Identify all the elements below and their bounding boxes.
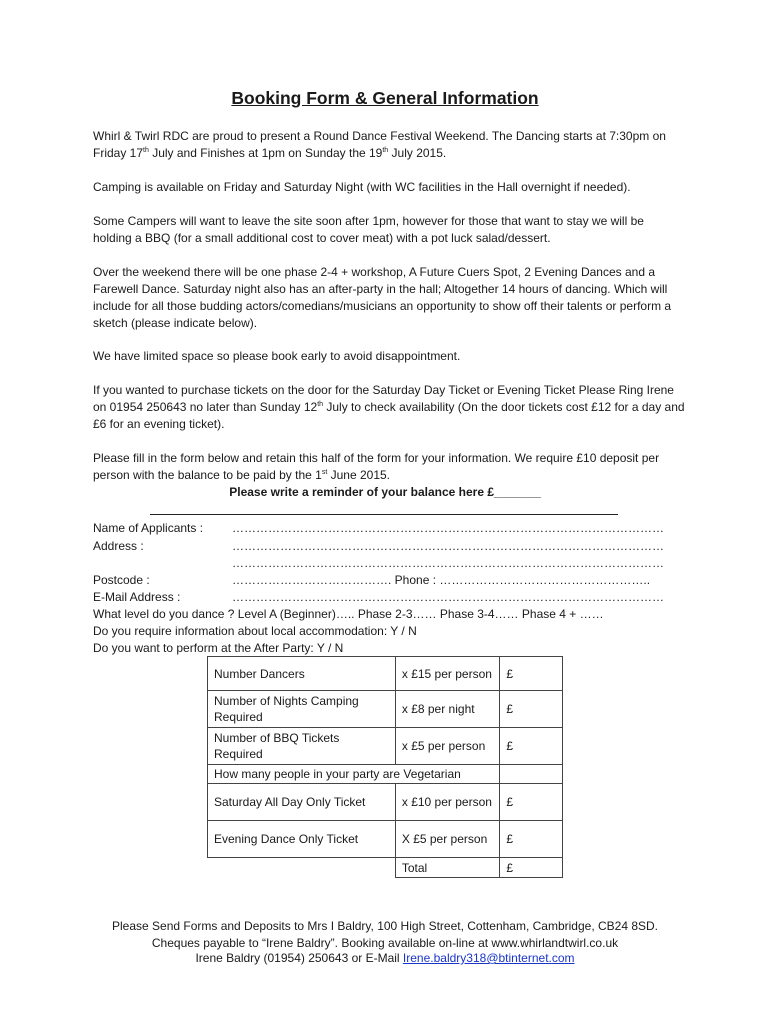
empty-cell	[208, 858, 396, 878]
divider-line	[150, 514, 618, 515]
applicants-input-line[interactable]: ………………………………………………………………………………………………	[232, 521, 664, 535]
footer-cheques: Cheques payable to “Irene Baldry”. Booking available on-line at www.whirlandtwirl.co.uk	[151, 936, 619, 950]
row-rate: X £5 per person	[395, 821, 500, 858]
row-amount[interactable]: £	[500, 691, 563, 728]
table-row	[208, 765, 563, 784]
footer-contact	[0, 950, 770, 967]
row-rate: x £10 per person	[395, 784, 500, 821]
intro-paragraph-1	[93, 128, 685, 162]
row-label: Number Dancers	[208, 657, 396, 691]
row-rate: x £5 per person	[395, 728, 500, 765]
applicants-label: Name of Applicants :	[93, 521, 204, 535]
row-label: Evening Dance Only Ticket	[208, 821, 396, 858]
table-row	[208, 728, 563, 765]
row-amount[interactable]: £	[500, 784, 563, 821]
superscript: th	[317, 401, 324, 408]
address-input-line[interactable]: ………………………………………………………………………………………………	[232, 539, 664, 553]
table-row-total	[208, 858, 563, 878]
deposit-text: June 2015.	[327, 468, 390, 482]
postcode-phone-input-line[interactable]: …………………………………. Phone : ……………………………………………..	[232, 573, 651, 587]
row-amount[interactable]	[500, 765, 563, 784]
address-label: Address :	[93, 539, 144, 553]
page-title: Booking Form & General Information	[231, 88, 539, 108]
postcode-label: Postcode :	[93, 573, 150, 587]
superscript: th	[382, 147, 389, 154]
table-row	[208, 784, 563, 821]
email-label: E-Mail Address :	[93, 590, 181, 604]
accommodation-question[interactable]: Do you require information about local accommodation: Y / N	[93, 624, 417, 638]
row-amount[interactable]: £	[500, 821, 563, 858]
camping-paragraph: Camping is available on Friday and Saturday Night (with WC facilities in the Hall overnight if needed).	[93, 180, 631, 194]
email-input-line[interactable]: ………………………………………………………………………………………………	[232, 590, 664, 604]
intro-text: July 2015.	[388, 146, 447, 160]
address-field[interactable]	[93, 538, 664, 555]
row-label: Number of Nights Camping Required	[208, 691, 396, 728]
row-label: Saturday All Day Only Ticket	[208, 784, 396, 821]
address-input-line-2[interactable]: ………………………………………………………………………………………………	[232, 556, 664, 570]
row-amount[interactable]: £	[500, 728, 563, 765]
row-label: Number of BBQ Tickets Required	[208, 728, 396, 765]
email-field[interactable]	[93, 589, 664, 606]
door-text: If you wanted to purchase tickets on the door for the Saturday Day Ticket or Evening Ticket Please Ring Irene on 01954 250643 no later than Sunday 12	[93, 383, 674, 414]
total-amount[interactable]: £	[500, 858, 563, 878]
address-field-2[interactable]	[93, 555, 664, 572]
email-link[interactable]: Irene.baldry318@btinternet.com	[402, 951, 575, 965]
superscript: th	[143, 147, 149, 154]
row-amount[interactable]: £	[500, 657, 563, 691]
limited-space-paragraph: We have limited space so please book early to avoid disappointment.	[93, 349, 461, 363]
door-tickets-paragraph	[93, 382, 685, 433]
table-row	[208, 691, 563, 728]
weekend-paragraph: Over the weekend there will be one phase 2-4 + workshop, A Future Cuers Spot, 2 Evening Dances and a Farewell Dance. Saturday night also has an after-party in the hall; Altogether 14 hours of dancing. Which will include for all those budding actors/comedians/musicians an opportunity to show off their talents or perform a sketch (please indicate below).	[93, 265, 672, 330]
row-rate: x £8 per night	[395, 691, 500, 728]
footer-address: Please Send Forms and Deposits to Mrs I Baldry, 100 High Street, Cottenham, Cambridge, CB24 8SD.	[111, 919, 659, 933]
table-row	[208, 821, 563, 858]
deposit-text: Please fill in the form below and retain this half of the form for your information. We require £10 deposit per person with the balance to be paid by the 1	[93, 451, 660, 482]
bbq-paragraph: Some Campers will want to leave the site soon after 1pm, however for those that want to stay we will be holding a BBQ (for a small additional cost to cover meat) with a pot luck salad/dessert.	[93, 214, 644, 245]
door-text: July to check availability (On the door tickets cost £12 for a day and £6 for an evening ticket).	[93, 400, 685, 431]
footer-contact-text: Irene Baldry (01954) 250643 or E-Mail	[195, 951, 403, 965]
row-rate: x £15 per person	[395, 657, 500, 691]
cost-table	[207, 656, 563, 878]
postcode-field[interactable]	[93, 572, 650, 589]
perform-question[interactable]: Do you want to perform at the After Party: Y / N	[93, 641, 344, 655]
dance-level-question[interactable]: What level do you dance ? Level A (Beginner)….. Phase 2-3…… Phase 3-4…… Phase 4 + ……	[93, 607, 604, 621]
intro-text: July and Finishes at 1pm on Sunday the 19	[148, 146, 383, 160]
intro-text: Whirl & Twirl RDC are proud to present a Round Dance Festival Weekend. The Dancing starts at 7:30pm on Friday 17	[93, 129, 666, 160]
total-label: Total	[395, 858, 500, 878]
balance-reminder: Please write a reminder of your balance here £_______	[229, 485, 541, 499]
superscript: st	[321, 469, 328, 476]
row-label: How many people in your party are Vegetarian	[208, 765, 500, 784]
table-row	[208, 657, 563, 691]
applicants-field[interactable]	[93, 520, 664, 537]
deposit-paragraph	[93, 450, 685, 484]
